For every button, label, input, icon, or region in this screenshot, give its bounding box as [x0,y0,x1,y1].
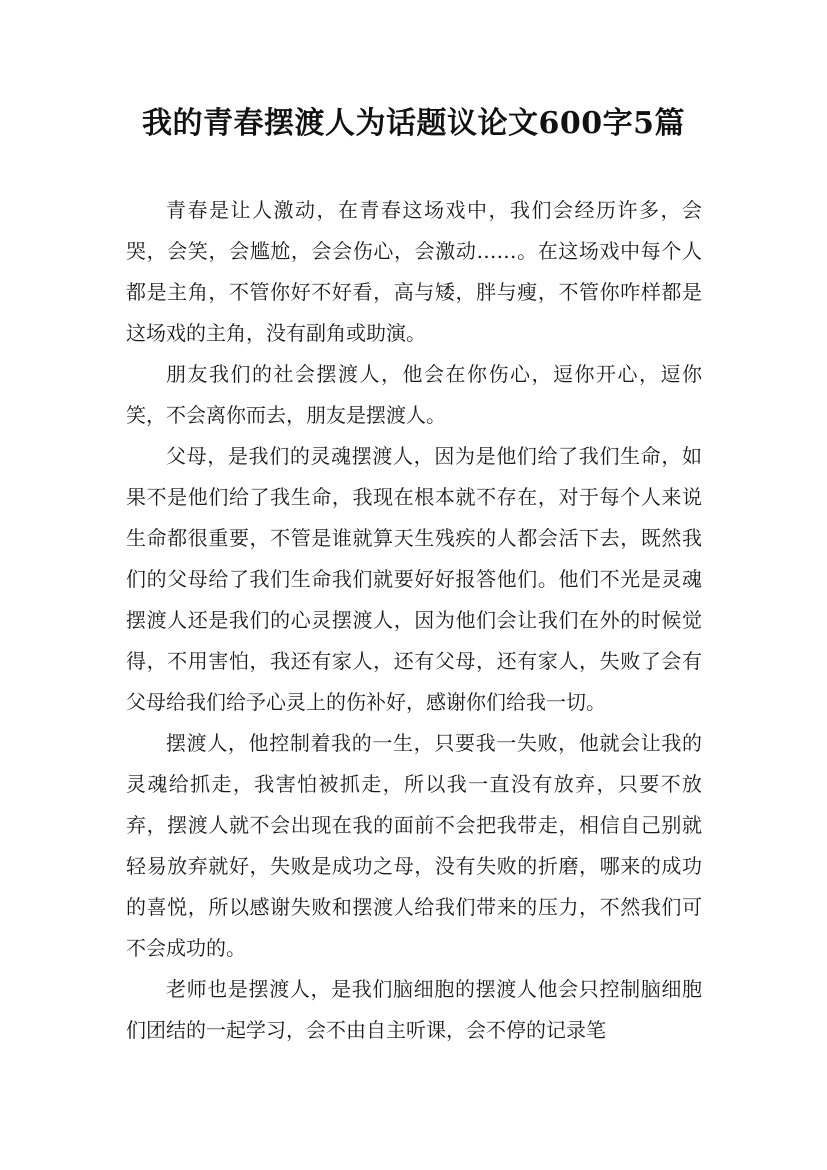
paragraph-5: 老师也是摆渡人，是我们脑细胞的摆渡人他会只控制脑细胞们团结的一起学习，会不由自主听课，会不停的记录笔 [126,977,702,1042]
paragraph-4: 摆渡人，他控制着我的一生，只要我一失败，他就会让我的灵魂给抓走，我害怕被抓走，所以我一直没有放弃，只要不放弃，摆渡人就不会出现在我的面前不会把我带走，相信自己别就轻易放弃就好，失败是成功之母，没有失败的折磨，哪来的成功的喜悦，所以感谢失败和摆渡人给我们带来的压力，不然我们可不会成功的。 [126,731,702,960]
paragraph-3: 父母，是我们的灵魂摆渡人，因为是他们给了我们生命，如果不是他们给了我生命，我现在根本就不存在，对于每个人来说生命都很重要，不管是谁就算天生残疾的人都会活下去，既然我们的父母给了我们生命我们就要好好报答他们。他们不光是灵魂摆渡人还是我们的心灵摆渡人，因为他们会让我们在外的时候觉得，不用害怕，我还有家人，还有父母，还有家人，失败了会有父母给我们给予心灵上的伤补好，感谢你们给我一切。 [126,444,702,714]
document-title: 我的青春摆渡人为话题议论文600字5篇 [142,106,685,141]
document-body [126,190,702,1051]
paragraph-1: 青春是让人激动，在青春这场戏中，我们会经历许多，会哭，会笑，会尴尬，会会伤心，会激动……。在这场戏中每个人都是主角，不管你好不好看，高与矮，胖与瘦，不管你咋样都是这场戏的主角，没有副角或助演。 [126,198,702,345]
paragraph-2: 朋友我们的社会摆渡人，他会在你伤心，逗你开心，逗你笑，不会离你而去，朋友是摆渡人。 [126,362,702,427]
